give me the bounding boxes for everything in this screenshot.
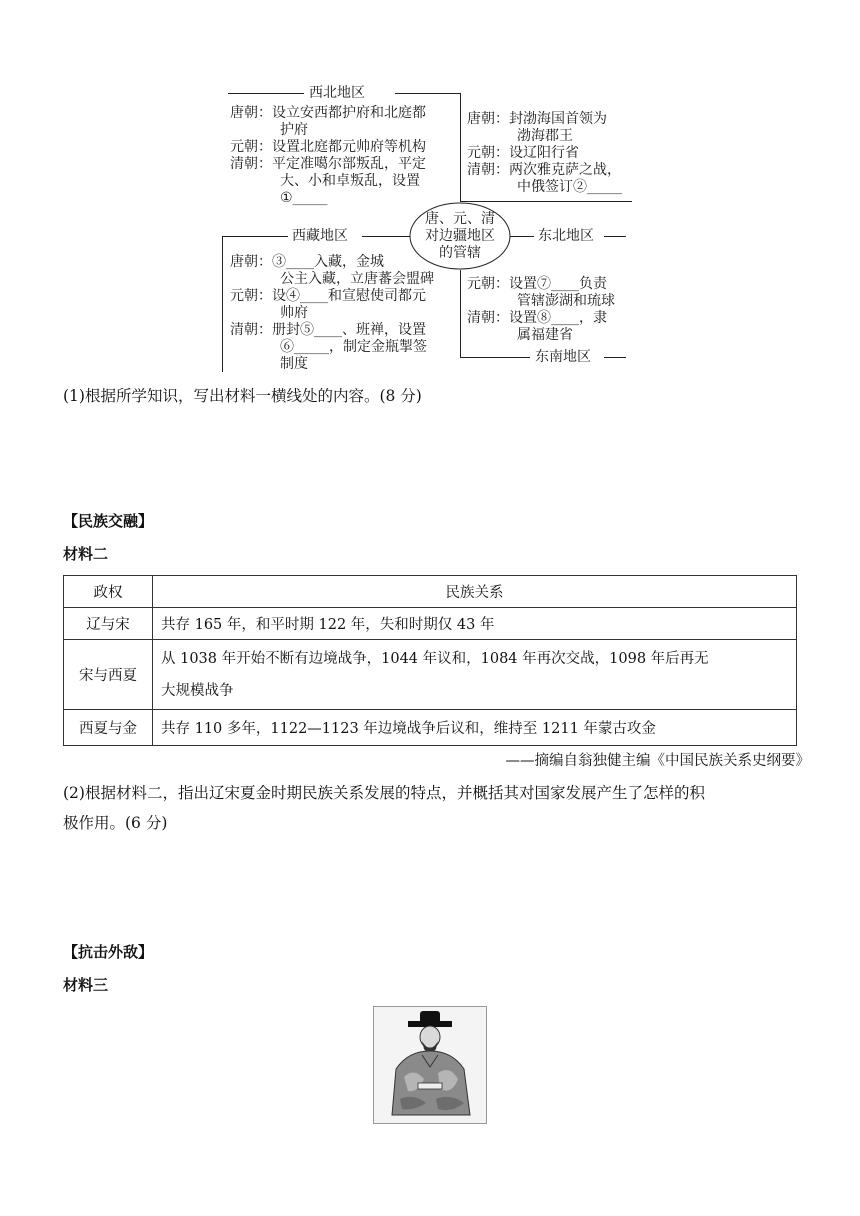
tibet-title: 西藏地区 bbox=[292, 228, 348, 244]
center-line-2: 对边疆地区 bbox=[425, 228, 495, 244]
tibet-line: 唐朝：③____入藏，金城 bbox=[230, 254, 384, 270]
table-cell-line: 大规模战争 bbox=[161, 682, 234, 699]
tibet-line: 制度 bbox=[280, 356, 308, 372]
table-row bbox=[64, 710, 797, 746]
se-bottom-line-right bbox=[604, 357, 626, 358]
table-cell-relation: 共存 165 年，和平时期 122 年，失和时期仅 43 年 bbox=[153, 608, 797, 640]
nw-line: 清朝：平定准噶尔部叛乱，平定 bbox=[230, 156, 426, 172]
tibet-line: 公主入藏，立唐蕃会盟碑 bbox=[280, 271, 434, 287]
table-header-row bbox=[64, 576, 797, 608]
table-row bbox=[64, 640, 797, 710]
table-cell-relation: 共存 110 多年，1122—1123 年边境战争后议和，维持至 1211 年蒙古攻金 bbox=[153, 710, 797, 746]
ne-title-line-left bbox=[510, 236, 534, 237]
section-heading-resist-foreign: 【抗击外敌】 bbox=[63, 943, 154, 961]
question-1: (1)根据所学知识，写出材料一横线处的内容。(8 分) bbox=[63, 387, 422, 405]
se-line: 清朝：设置⑧____，隶 bbox=[467, 310, 607, 326]
center-vertical-line-bottom bbox=[460, 270, 461, 358]
ne-block bbox=[467, 111, 622, 196]
se-line: 管辖澎湖和琉球 bbox=[517, 293, 615, 309]
tibet-top-line-right bbox=[362, 236, 410, 237]
se-line: 属福建省 bbox=[517, 327, 573, 343]
material-3-label: 材料三 bbox=[63, 976, 109, 994]
material-2-label: 材料二 bbox=[63, 545, 109, 563]
section-heading-ethnic-integration: 【民族交融】 bbox=[63, 512, 154, 530]
tibet-line: 帅府 bbox=[280, 305, 308, 321]
se-block bbox=[467, 276, 615, 344]
portrait-image bbox=[373, 1006, 487, 1124]
table-cell-line: 从 1038 年开始不断有边境战争，1044 年议和，1084 年再次交战，1098 年后再无 bbox=[161, 650, 709, 667]
question-2-line: (2)根据材料二，指出辽宋夏金时期民族关系发展的特点，并概括其对国家发展产生了怎样的积 bbox=[63, 784, 705, 802]
ethnic-relations-table bbox=[63, 575, 797, 746]
portrait-figure-icon bbox=[374, 1007, 486, 1123]
nw-line: ①_____ bbox=[280, 190, 328, 206]
nw-line: 护府 bbox=[280, 122, 308, 138]
question-2 bbox=[63, 778, 705, 838]
nw-title: 西北地区 bbox=[309, 85, 365, 101]
nw-line: 唐朝：设立安西都护府和北庭都 bbox=[230, 105, 426, 121]
tibet-vertical-line bbox=[222, 236, 223, 372]
tibet-block bbox=[230, 254, 434, 373]
center-line-1: 唐、元、清 bbox=[425, 211, 495, 227]
tibet-line: 元朝：设④____和宣慰使司都元 bbox=[230, 288, 426, 304]
center-line-3: 的管辖 bbox=[439, 245, 481, 261]
nw-block bbox=[230, 105, 426, 207]
center-vertical-line-top bbox=[460, 93, 461, 201]
nw-line: 大、小和卓叛乱，设置 bbox=[280, 173, 420, 189]
ne-line: 唐朝：封渤海国首领为 bbox=[467, 111, 607, 127]
table-cell-relation bbox=[153, 640, 797, 710]
nw-line: 元朝：设置北庭都元帅府等机构 bbox=[230, 139, 426, 155]
table-cell-regime: 西夏与金 bbox=[64, 710, 153, 746]
table-header-cell: 政权 bbox=[64, 576, 153, 608]
tibet-top-line bbox=[222, 236, 288, 237]
nw-top-line-right bbox=[395, 93, 460, 94]
source-citation: ——摘编自翁独健主编《中国民族关系史纲要》 bbox=[505, 753, 810, 769]
se-bottom-line bbox=[460, 357, 530, 358]
ne-line: 清朝：两次雅克萨之战， bbox=[467, 162, 621, 178]
tibet-line: 清朝：册封⑤____、班禅，设置 bbox=[230, 322, 426, 338]
table-row bbox=[64, 608, 797, 640]
ne-line: 渤海郡王 bbox=[517, 128, 573, 144]
nw-top-line bbox=[228, 93, 304, 94]
table-cell-regime: 宋与西夏 bbox=[64, 640, 153, 710]
se-title: 东南地区 bbox=[535, 349, 591, 365]
ne-line: 元朝：设辽阳行省 bbox=[467, 145, 579, 161]
table-cell-regime: 辽与宋 bbox=[64, 608, 153, 640]
ne-title: 东北地区 bbox=[538, 228, 594, 244]
tibet-line: ⑥_____，制定金瓶掣签 bbox=[280, 339, 427, 355]
se-line: 元朝：设置⑦____负责 bbox=[467, 276, 607, 292]
ne-line: 中俄签订②_____ bbox=[517, 179, 622, 195]
table-header-cell: 民族关系 bbox=[153, 576, 797, 608]
question-2-line: 极作用。(6 分) bbox=[63, 814, 168, 832]
ne-title-line-right bbox=[604, 236, 626, 237]
